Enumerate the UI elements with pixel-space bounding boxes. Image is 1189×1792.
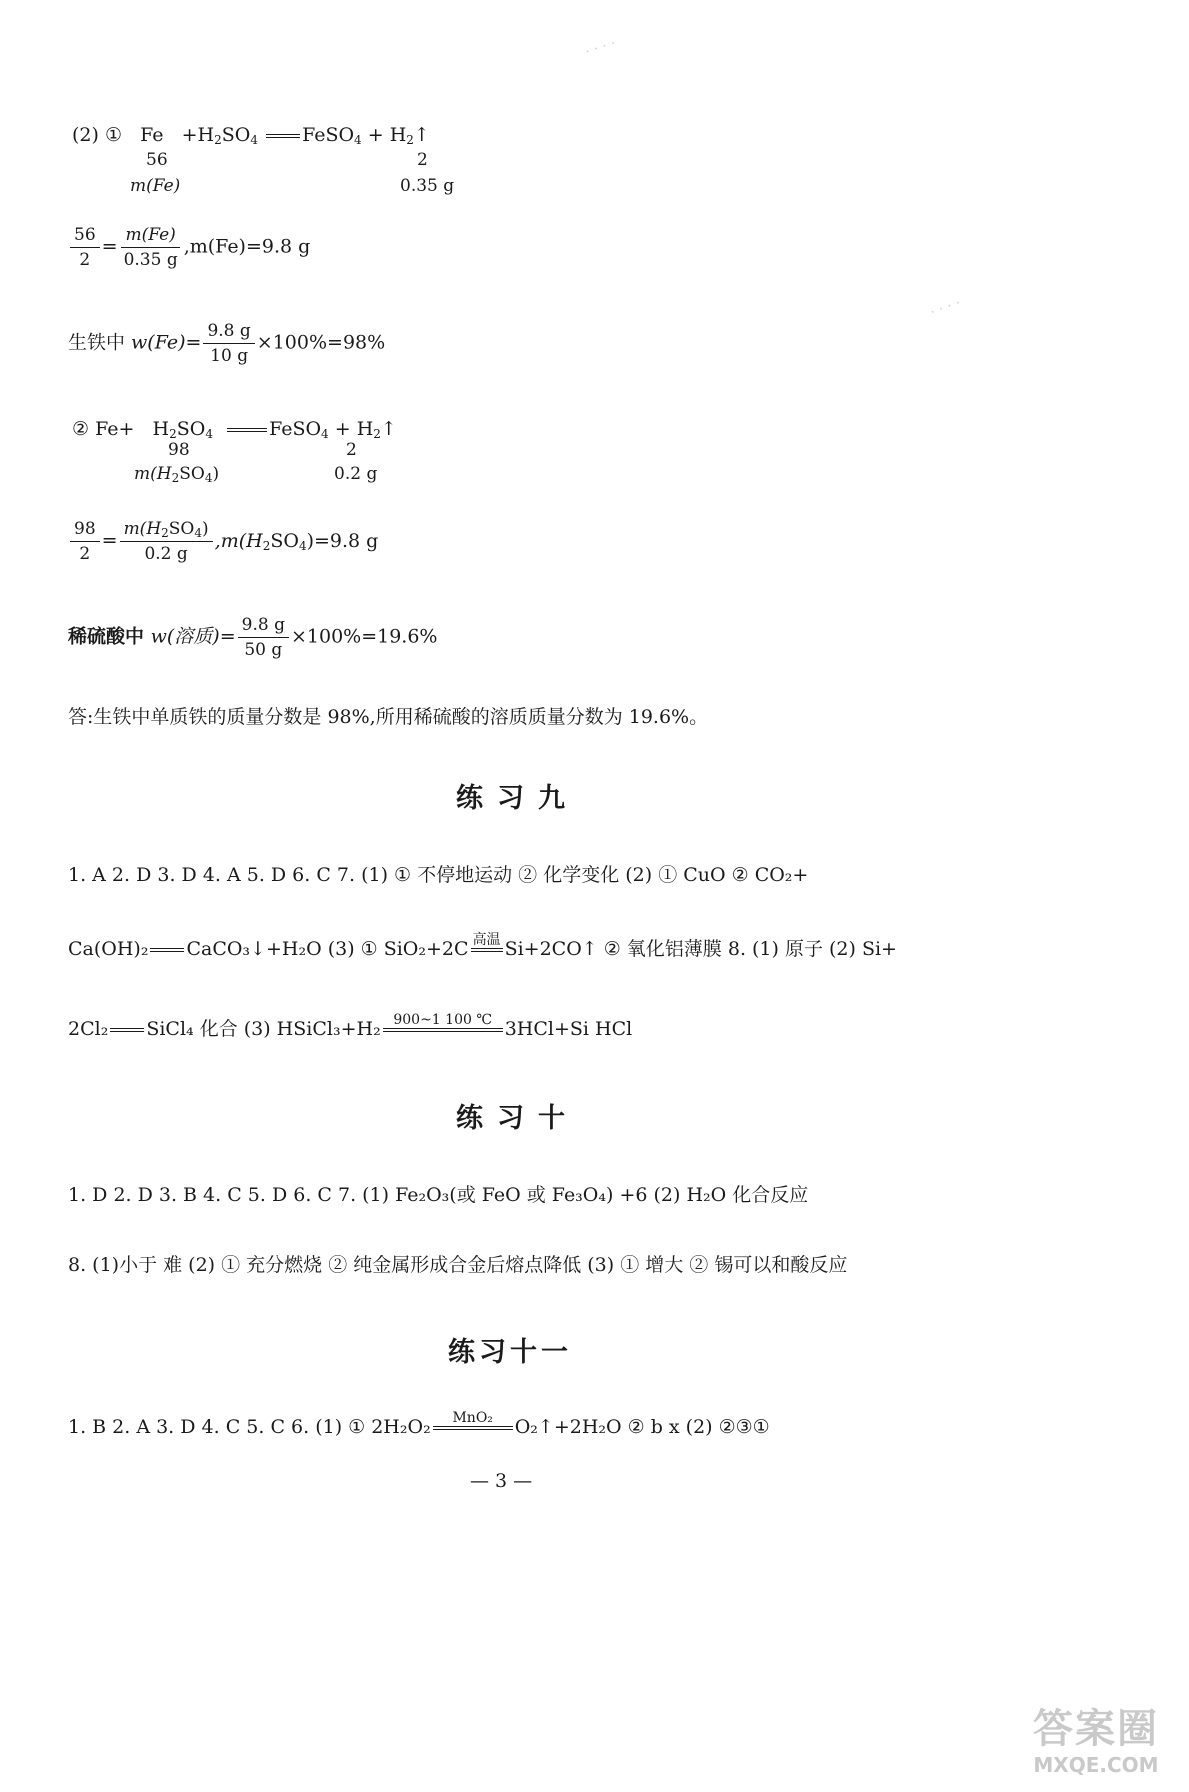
formula-h2so4: $+H_2SO_4$ [181,124,259,147]
mass-h2: 0.2 g [334,464,378,484]
calc-prefix: 稀硫酸中 [68,625,151,648]
answer-line: Ca(OH)₂ CaCO₃↓+H₂O (3) ① SiO₂+2C 高温 Si+2CO↑ ② 氧化铝薄膜 8. (1) 原子 (2) Si+ [68,932,897,968]
answer-line: 2Cl₂ SiCl₄ 化合 (3) HSiCl₃+H₂ 900~1 100 ℃ 3HCl+Si HCl [68,1012,632,1048]
calc-prefix: 生铁中 [68,331,132,354]
answer-line: 答:生铁中单质铁的质量分数是 98%,所用稀硫酸的溶质质量分数为 19.6%。 [68,706,709,728]
mass-h2so4: $m(H_2SO_4)$ [134,464,220,485]
section-title-exercise-9: 练习九 [456,783,579,814]
equation-2 [72,418,397,440]
fraction: $\frac{9.8 g}{10 g}$ [203,320,254,367]
formula-h2: + $H_2↑$ [367,124,430,147]
calc-fe-mass: $\frac{56}{2}$ = $\frac{m(Fe)}{0.35 g}$ ,m(Fe)=9.8 g [68,224,310,271]
reaction-condition: 900~1 100 ℃ [383,1012,503,1048]
answer-line: 1. B 2. A 3. D 4. C 5. C 6. (1) ① 2H₂O₂ MnO₂ O₂↑+2H₂O ② b x (2) ②③① [68,1410,770,1446]
logo-url: MXQE.COM [1033,1753,1159,1777]
calc-result: $,m(H_2SO_4)=9.8$ g [214,529,379,553]
calc-symbol: w(Fe)= [131,331,202,354]
fraction: $\frac{98}{2}$ [70,518,100,565]
calc-result: ×100%=19.6% [290,625,438,648]
answer-line: 1. A 2. D 3. D 4. A 5. D 6. C 7. (1) ① 不停地运动 ② 化学变化 (2) ① CuO ② CO₂+ [68,864,809,886]
watermark: · · · · [928,295,963,321]
equation-1 [72,124,430,146]
molar-mass-h2: 2 [417,150,428,170]
section-title-exercise-10: 练习十 [456,1103,579,1134]
fraction: $\frac{m(H_2SO_4)}{0.2 g}$ [120,518,213,565]
mass-h2: 0.35 g [400,176,455,196]
watermark: · · · · [583,35,618,61]
item-label: (2) ① [72,124,122,146]
answer-line: 1. D 2. D 3. B 4. C 5. D 6. C 7. (1) Fe₂O₃(或 FeO 或 Fe₃O₄) +6 (2) H₂O 化合反应 [68,1184,809,1206]
page-number: — 3 — [470,1470,533,1492]
mass-fe: m(Fe) [130,176,181,196]
answer-line: 8. (1)小于 难 (2) ① 充分燃烧 ② 纯金属形成合金后熔点降低 (3) ① 增大 ② 锡可以和酸反应 [68,1254,848,1276]
reaction-condition: MnO₂ [433,1410,513,1446]
calc-fe-fraction [68,320,385,367]
formula-h2: + $H_2↑$ [334,418,397,441]
equals-sign [227,428,267,432]
logo-brand: 答案圈 [1033,1706,1159,1752]
formula-fe: Fe [140,124,164,146]
formula-h2so4: $H_2SO_4$ [152,418,213,441]
formula-feso4: FeSO$_4$ [302,124,362,147]
molar-mass-h2: 2 [346,440,357,460]
molar-mass-fe: 56 [146,150,168,170]
item-label: ② Fe+ [72,418,135,440]
fraction: $\frac{9.8 g}{50 g}$ [238,614,289,661]
calc-symbol: w(溶质)= [150,625,236,648]
equals-sign [110,1028,144,1032]
calc-h2so4-mass: $\frac{98}{2}$ = $\frac{m(H_2SO_4)}{0.2 g}$ $,m(H_2SO_4)=9.8$ g [68,518,378,565]
calc-result: ×100%=98% [256,331,386,354]
fraction: $\frac{m(Fe)}{0.35 g}$ [120,224,182,271]
formula-feso4: FeSO$_4$ [269,418,329,441]
equals-sign [266,134,300,138]
fraction: $\frac{56}{2}$ [70,224,100,271]
site-logo [1021,1706,1171,1784]
reaction-condition: 高温 [471,932,503,968]
section-title-exercise-11: 练习十一 [448,1337,572,1368]
molar-mass-h2so4: 98 [168,440,190,460]
calc-result: ,m(Fe)=9.8 g [183,235,311,258]
equals-sign [150,948,184,952]
calc-solute-fraction [68,614,438,661]
